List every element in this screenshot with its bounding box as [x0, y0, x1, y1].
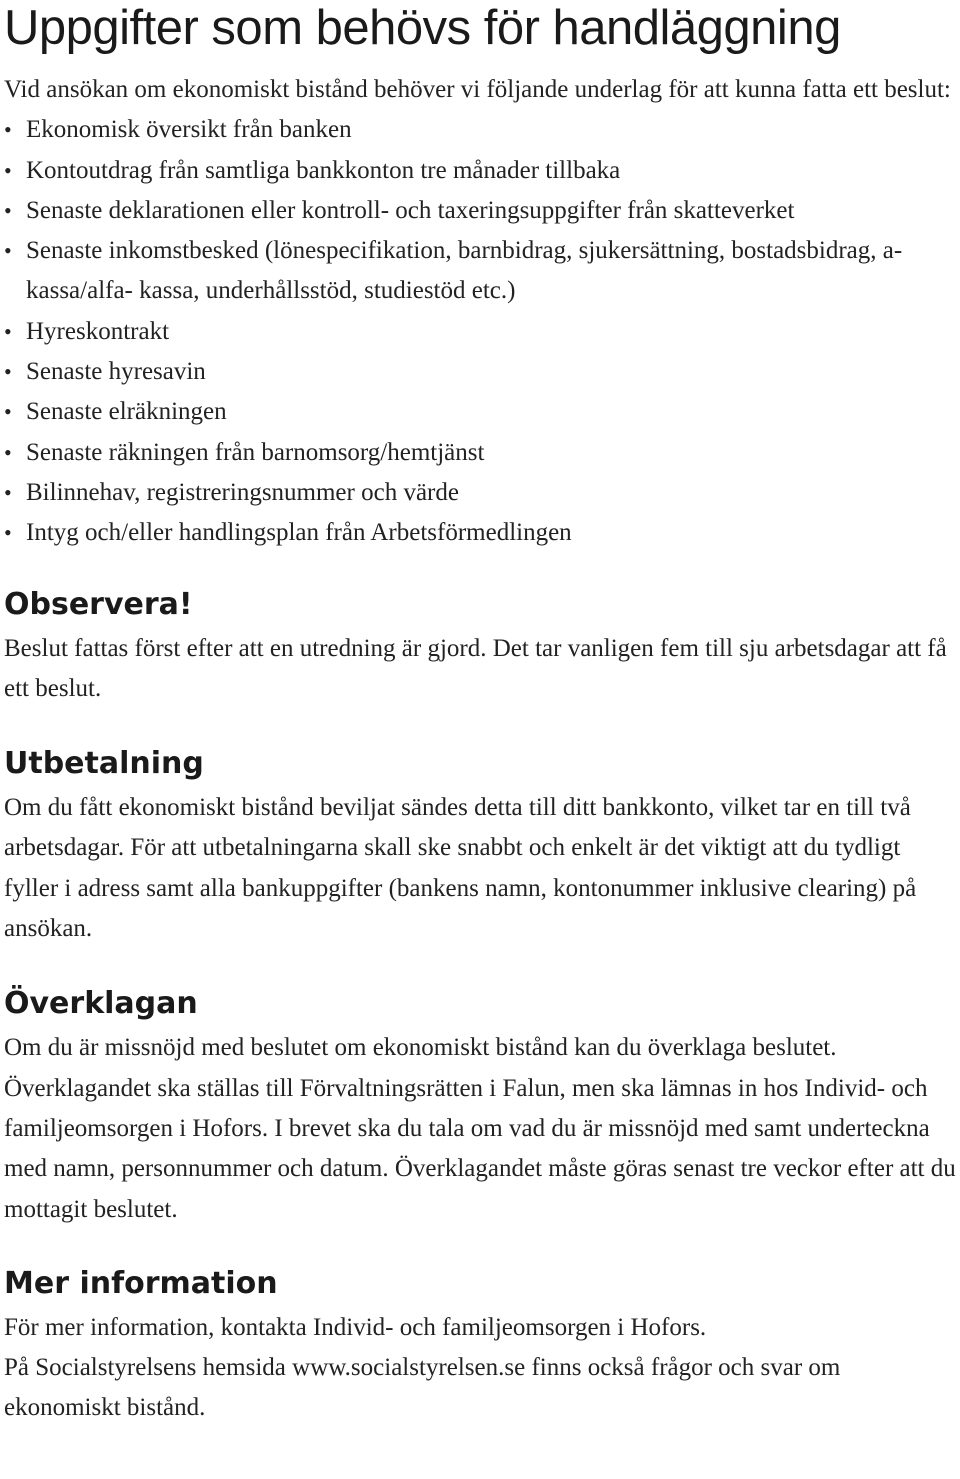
list-item: • Ekonomisk översikt från banken [4, 110, 958, 150]
mer-information-line-1: För mer information, kontakta Individ- och familjeomsorgen i Hofors. [4, 1313, 707, 1341]
bullet-icon: • [4, 399, 12, 425]
bullet-icon: • [4, 157, 12, 183]
list-item: • Senaste inkomstbesked (lönespecifikation, barnbidrag, sjukersättning, bostadsbidrag, a-kassa/alfa- kassa, underhållsstöd, studiestöd etc.) [4, 231, 958, 312]
bullet-icon: • [4, 520, 12, 546]
requirements-list [4, 110, 958, 553]
utbetalning-paragraph: Om du fått ekonomiskt bistånd beviljat sändes detta till ditt bankkonto, vilket tar en till två arbetsdagar. För att utbetalningarna skall ske snabbt och enkelt är det viktigt att du tydligt fyller i adress samt alla bankuppgifter (bankens namn, kontonummer inklusive clearing) på ansökan. [4, 794, 917, 943]
list-item: • Hyreskontrakt [4, 312, 958, 352]
intro-paragraph: Vid ansökan om ekonomiskt bistånd behöver vi följande underlag för att kunna fatta ett beslut: [4, 76, 951, 103]
observera-heading: Observera! [4, 586, 193, 622]
page-title: Uppgifter som behövs för handläggning [4, 1, 841, 55]
list-item: • Senaste räkningen från barnomsorg/hemtjänst [4, 433, 958, 473]
bullet-icon: • [4, 318, 12, 344]
document-page [4, 0, 958, 1429]
bullet-icon: • [4, 238, 12, 264]
list-item: • Senaste elräkningen [4, 392, 958, 432]
overklagan-heading: Överklagan [4, 986, 198, 1022]
list-item: • Senaste deklarationen eller kontroll- och taxeringsuppgifter från skatteverket [4, 191, 958, 231]
list-item: • Kontoutdrag från samtliga bankkonton tre månader tillbaka [4, 151, 958, 191]
overklagan-paragraph: Om du är missnöjd med beslutet om ekonomiskt bistånd kan du överklaga beslutet. Överklagandet ska ställas till Förvaltningsrätten i Falun, men ska lämnas in hos Individ- och familjeomsorgen i Hofors. I brevet ska du tala om vad du är missnöjd med samt underteckna med namn, personnummer och datum. Överklagandet måste göras senast tre veckor efter att du mottagit beslutet. [4, 1034, 956, 1223]
mer-information-heading: Mer information [4, 1265, 278, 1301]
list-item: • Intyg och/eller handlingsplan från Arbetsförmedlingen [4, 513, 958, 553]
bullet-icon: • [4, 359, 12, 385]
list-item: • Senaste hyresavin [4, 352, 958, 392]
bullet-icon: • [4, 197, 12, 223]
mer-information-line-2: På Socialstyrelsens hemsida www.socialstyrelsen.se finns också frågor och svar om ekonomiskt bistånd. [4, 1354, 841, 1422]
bullet-icon: • [4, 117, 12, 143]
bullet-icon: • [4, 439, 12, 465]
observera-paragraph: Beslut fattas först efter att en utredning är gjord. Det tar vanligen fem till sju arbetsdagar att få ett beslut. [4, 634, 947, 702]
bullet-icon: • [4, 479, 12, 505]
utbetalning-heading: Utbetalning [4, 746, 204, 782]
list-item: • Bilinnehav, registreringsnummer och värde [4, 473, 958, 513]
